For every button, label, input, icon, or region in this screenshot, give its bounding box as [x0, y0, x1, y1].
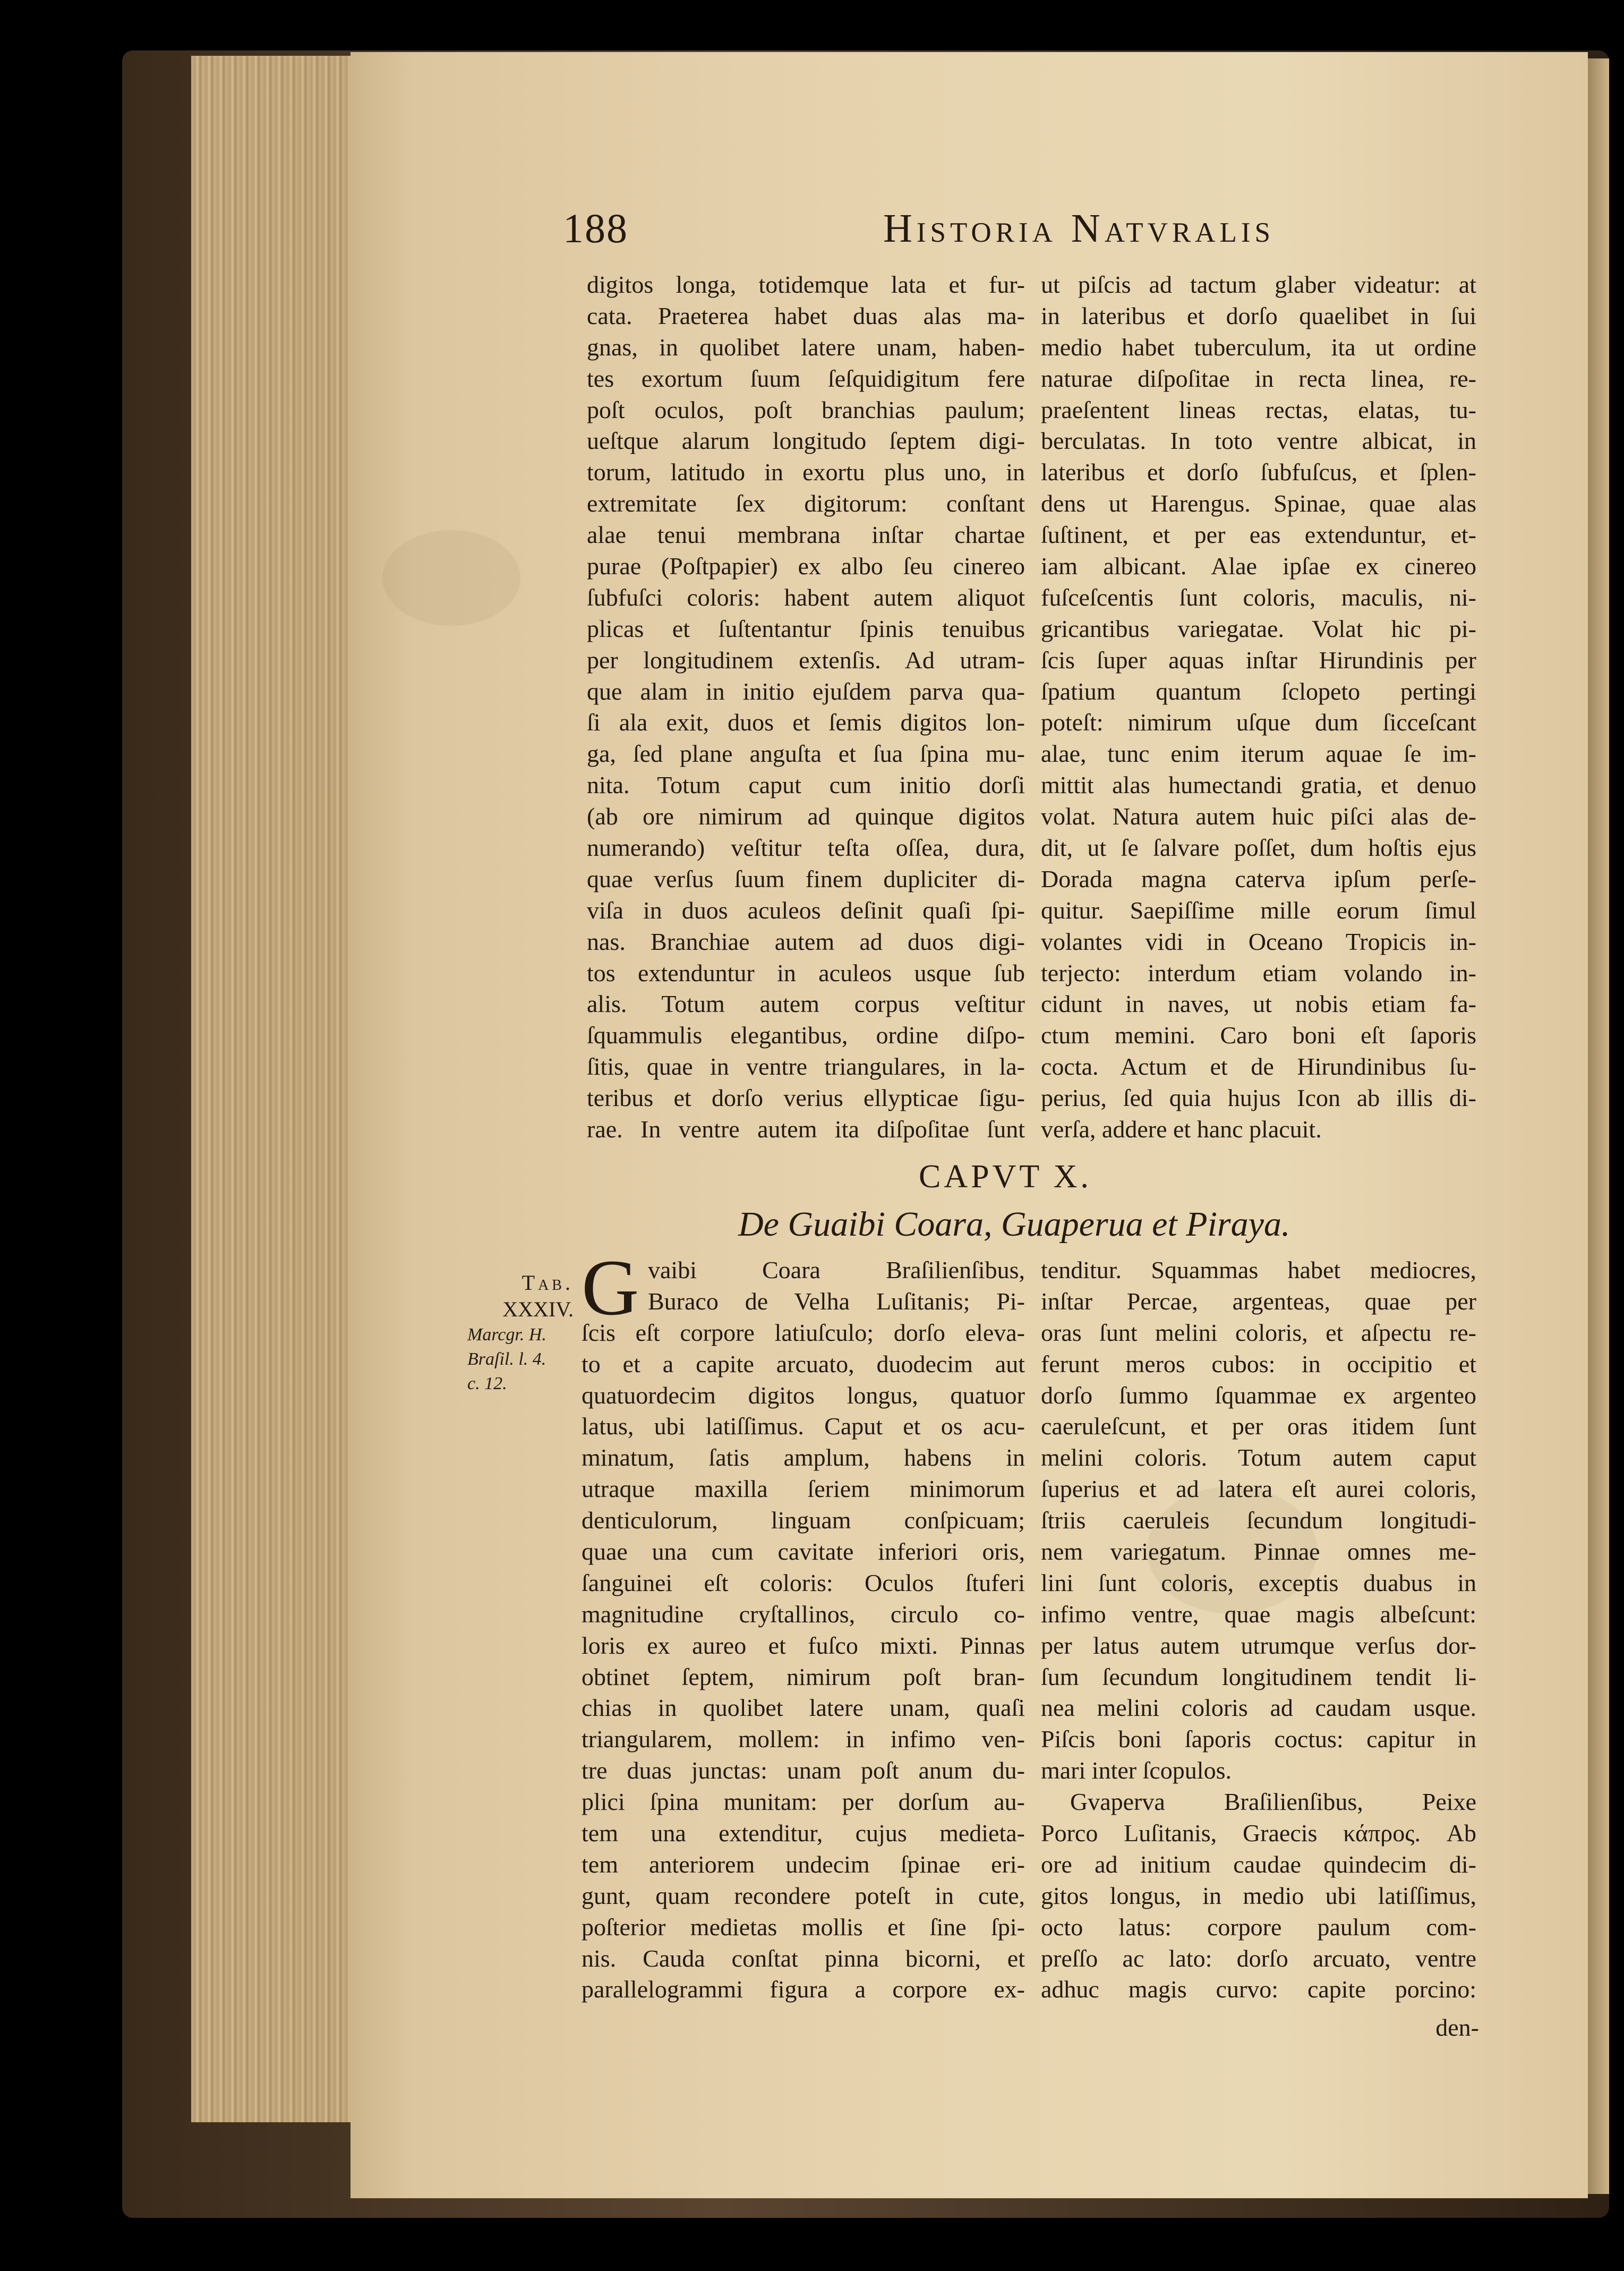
- margin-reference: Marcgr. H.: [467, 1325, 546, 1345]
- text-line: ſitis, quae in ventre triangulares, in la-: [587, 1053, 1025, 1081]
- text-line: medio habet tuberculum, ita ut ordine: [1041, 333, 1476, 361]
- text-line: plici ſpina munitam: per dorſum au-: [582, 1788, 1025, 1816]
- text-line: ga, ſed plane anguſta et ſua ſpina mu-: [587, 740, 1025, 768]
- text-line: rae. In ventre autem ita diſpoſitae ſunt: [587, 1116, 1025, 1143]
- text-line: to et a capite arcuato, duodecim aut: [582, 1350, 1025, 1377]
- text-line: Gvaperva Braſilienſibus, Peixe: [1070, 1788, 1476, 1816]
- text-line: cata. Praeterea habet duas alas ma-: [587, 302, 1025, 329]
- text-line: torum, latitudo in exortu plus uno, in: [587, 458, 1025, 486]
- text-line: quae verſus ſuum finem dupliciter di-: [587, 865, 1025, 892]
- text-line: ſanguinei eſt coloris: Oculos ſtuferi: [582, 1569, 1025, 1596]
- text-line: praeſentent lineas rectas, elatas, tu-: [1041, 396, 1476, 423]
- text-line: teribus et dorſo verius ellypticae ſigu-: [587, 1084, 1025, 1112]
- text-line: poſt oculos, poſt branchias paulum;: [587, 396, 1025, 423]
- text-line: extremitate ſex digitorum: conſtant: [587, 490, 1025, 517]
- margin-tab-number: XXXIV.: [502, 1297, 574, 1321]
- text-line: tem una extenditur, cujus medieta-: [582, 1819, 1025, 1847]
- margin-reference: Braſil. l. 4.: [467, 1349, 546, 1369]
- page-number: 188: [563, 205, 628, 251]
- drop-cap: G: [582, 1244, 639, 1332]
- text-line: fuſceſcentis ſunt coloris, maculis, ni-: [1041, 583, 1476, 611]
- text-line: lateribus et dorſo ſubfuſcus, et ſplen-: [1041, 458, 1476, 486]
- text-line: caeruleſcunt, et per oras itidem ſunt: [1041, 1413, 1476, 1440]
- text-line: melini coloris. Totum autem caput: [1041, 1444, 1476, 1472]
- text-line: naturae diſpoſitae in recta linea, re-: [1041, 364, 1476, 392]
- text-line: ſubfuſci coloris: habent autem aliquot: [587, 583, 1025, 611]
- margin-note: [457, 1270, 574, 1396]
- text-line: ſpatium quantum ſclopeto pertingi: [1041, 677, 1476, 705]
- margin-reference: c. 12.: [467, 1374, 507, 1393]
- text-line: mari inter ſcopulos.: [1041, 1757, 1232, 1784]
- text-line: magnitudine cryſtallinos, circulo co-: [582, 1600, 1025, 1628]
- text-line: verſa, addere et hanc placuit.: [1041, 1116, 1322, 1143]
- column-left-top: [587, 269, 1025, 1145]
- text-line: poteſt: nimirum uſque dum ſicceſcant: [1041, 709, 1476, 736]
- text-line: dit, ut ſe ſalvare poſſet, dum hoſtis ejus: [1041, 834, 1476, 862]
- text-line: ſuſtinent, et per eas extenduntur, et-: [1041, 521, 1476, 549]
- catchword: den-: [1435, 2014, 1479, 2041]
- text-line: parallelogrammi figura a corpore ex-: [582, 1976, 1025, 2003]
- text-line: quitur. Saepiſſime mille eorum ſimul: [1041, 896, 1476, 924]
- text-line: tenditur. Squammas habet mediocres,: [1041, 1256, 1476, 1283]
- margin-tab-label: Tab.: [522, 1271, 574, 1295]
- text-line: ſcis ſuper aquas inſtar Hirundinis per: [1041, 646, 1476, 674]
- text-line: nis. Cauda conſtat pinna bicorni, et: [582, 1944, 1025, 1972]
- text-line: gunt, quam recondere poteſt in cute,: [582, 1882, 1025, 1909]
- text-line: per latus autem utrumque verſus dor-: [1041, 1631, 1476, 1659]
- text-line: ferunt meros cubos: in occipitio et: [1041, 1350, 1476, 1377]
- text-line: ctum memini. Caro boni eſt ſaporis: [1041, 1022, 1476, 1049]
- text-line: gricantibus variegatae. Volat hic pi-: [1041, 615, 1476, 642]
- text-line: nem variegatum. Pinnae omnes me-: [1041, 1538, 1476, 1566]
- text-line: denticulorum, linguam conſpicuam;: [582, 1507, 1025, 1534]
- text-line: perius, ſed quia hujus Icon ab illis di-: [1041, 1084, 1476, 1112]
- text-line: cidunt in naves, ut nobis etiam fa-: [1041, 990, 1476, 1018]
- text-line: terjecto: interdum etiam volando in-: [1041, 959, 1476, 986]
- text-line: gitos longus, in medio ubi latiſſimus,: [1041, 1882, 1476, 1909]
- text-line: lini ſunt coloris, exceptis duabus in: [1041, 1569, 1476, 1596]
- text-line: ſquammulis elegantibus, ordine diſpo-: [587, 1022, 1025, 1049]
- text-line: Piſcis boni ſaporis coctus: capitur in: [1041, 1725, 1476, 1753]
- text-line: oras ſunt melini coloris, et aſpectu re-: [1041, 1319, 1476, 1346]
- text-line: poſterior medietas mollis et ſine ſpi-: [582, 1913, 1025, 1941]
- text-line: infimo ventre, quae magis albeſcunt:: [1041, 1600, 1476, 1628]
- text-line: tre duas junctas: unam poſt anum du-: [582, 1757, 1025, 1784]
- text-line: volat. Natura autem huic piſci alas de-: [1041, 803, 1476, 830]
- text-line: ut piſcis ad tactum glaber videatur: at: [1041, 271, 1476, 298]
- text-line: in lateribus et dorſo quaelibet in ſui: [1041, 302, 1476, 329]
- column-left-bottom: [582, 1244, 1025, 2005]
- text-line: minatum, ſatis amplum, habens in: [582, 1444, 1025, 1472]
- text-line: Porco Luſitanis, Graecis κάπρος. Ab: [1041, 1819, 1476, 1847]
- text-line: digitos longa, totidemque lata et fur-: [587, 271, 1025, 298]
- text-line: viſa in duos aculeos deſinit quaſi ſpi-: [587, 896, 1025, 924]
- text-line: obtinet ſeptem, nimirum poſt bran-: [582, 1663, 1025, 1690]
- text-line: vaibi Coara Braſilienſibus,: [648, 1256, 1025, 1283]
- text-line: alae, tunc enim iterum aquae ſe im-: [1041, 740, 1476, 768]
- text-line: chias in quolibet latere unam, quaſi: [582, 1694, 1025, 1722]
- running-head: [563, 202, 1275, 260]
- text-line: inſtar Percae, argenteas, quae per: [1041, 1287, 1476, 1315]
- column-right-top: [1041, 269, 1476, 1145]
- text-line: dens ut Harengus. Spinae, quae alas: [1041, 490, 1476, 517]
- text-line: purae (Poſtpapier) ex albo ſeu cinereo: [587, 552, 1025, 580]
- text-line: ore ad initium caudae quindecim di-: [1041, 1850, 1476, 1878]
- text-line: cocta. Actum et de Hirundinibus ſu-: [1041, 1053, 1476, 1081]
- text-line: ſuperius et ad latera eſt aurei coloris,: [1041, 1475, 1476, 1503]
- text-line: tem anteriorem undecim ſpinae eri-: [582, 1850, 1025, 1878]
- text-line: dorſo ſummo ſquammae ex argenteo: [1041, 1381, 1476, 1409]
- text-line: quae una cum cavitate inferiori oris,: [582, 1538, 1025, 1566]
- text-line: numerando) veſtitur teſta oſſea, dura,: [587, 834, 1025, 862]
- page-edges: [191, 56, 352, 2122]
- text-line: octo latus: corpore paulum com-: [1041, 1913, 1476, 1941]
- text-line: ueſtque alarum longitudo ſeptem digi-: [587, 427, 1025, 455]
- text-line: berculatas. In toto ventre albicat, in: [1041, 427, 1476, 455]
- text-line: gnas, in quolibet latere unam, haben-: [587, 333, 1025, 361]
- chapter-subtitle: De Guaibi Coara, Guaperua et Piraya.: [738, 1205, 1290, 1244]
- text-line: mittit alas humectandi gratia, et denuo: [1041, 771, 1476, 799]
- text-line: alae tenui membrana inſtar chartae: [587, 521, 1025, 549]
- text-line: quatuordecim digitos longus, quatuor: [582, 1381, 1025, 1409]
- text-line: volantes vidi in Oceano Tropicis in-: [1041, 928, 1476, 955]
- column-right-bottom: [1041, 1255, 1476, 2005]
- text-line: nita. Totum caput cum initio dorſi: [587, 771, 1025, 799]
- text-line: ſum ſecundum longitudinem tendit li-: [1041, 1663, 1476, 1690]
- text-line: tes exortum ſuum ſeſquidigitum fere: [587, 364, 1025, 392]
- text-line: per longitudinem extenſis. Ad utram-: [587, 646, 1025, 674]
- text-line: ſcis eſt corpore latiuſculo; dorſo eleva-: [582, 1319, 1025, 1346]
- text-line: iam albicant. Alae ipſae ex cinereo: [1041, 552, 1476, 580]
- text-line: plicas et ſuſtentantur ſpinis tenuibus: [587, 615, 1025, 642]
- text-line: nea melini coloris ad caudam usque.: [1041, 1694, 1476, 1722]
- text-line: loris ex aureo et fuſco mixti. Pinnas: [582, 1631, 1025, 1659]
- text-line: ſtriis caeruleis ſecundum longitudi-: [1041, 1507, 1476, 1534]
- text-line: triangularem, mollem: in infimo ven-: [582, 1725, 1025, 1753]
- running-title: Historia Natvralis: [883, 206, 1275, 251]
- chapter-heading: CAPVT X.: [919, 1159, 1092, 1195]
- text-line: ſi ala exit, duos et ſemis digitos lon-: [587, 709, 1025, 736]
- text-line: Dorada magna caterva ipſum perſe-: [1041, 865, 1476, 892]
- text-line: adhuc magis curvo: capite porcino:: [1041, 1976, 1476, 2003]
- text-line: Buraco de Velha Luſitanis; Pi-: [648, 1287, 1025, 1315]
- text-line: latus, ubi latiſſimus. Caput et os acu-: [582, 1413, 1025, 1440]
- next-page-edge: [1588, 58, 1609, 2194]
- text-line: alis. Totum autem corpus veſtitur: [587, 990, 1025, 1018]
- text-line: que alam in initio ejuſdem parva qua-: [587, 677, 1025, 705]
- text-line: preſſo ac lato: dorſo arcuato, ventre: [1041, 1944, 1476, 1972]
- text-line: nas. Branchiae autem ad duos digi-: [587, 928, 1025, 955]
- text-line: tos extenduntur in aculeos usque ſub: [587, 959, 1025, 986]
- text-line: utraque maxilla ſeriem minimorum: [582, 1475, 1025, 1503]
- text-line: (ab ore nimirum ad quinque digitos: [587, 803, 1025, 830]
